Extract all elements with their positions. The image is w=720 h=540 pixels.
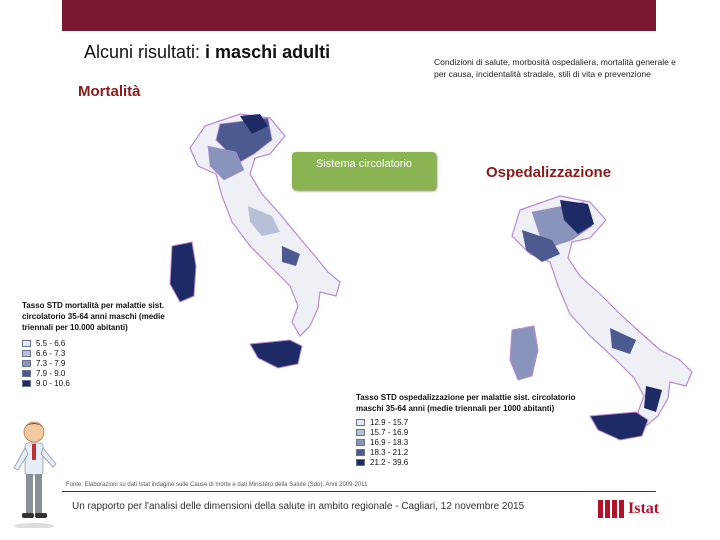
- legend-label: 7.9 - 9.0: [36, 369, 66, 378]
- istat-logo-mark: [598, 500, 624, 518]
- legend-row: [356, 448, 576, 457]
- legend-label: 6.6 - 7.3: [36, 349, 66, 358]
- legend-row: [22, 359, 172, 368]
- mortality-heading: Mortalità: [78, 83, 141, 100]
- sicily-right: [590, 412, 648, 440]
- page-title: [84, 42, 330, 63]
- legend-row: [22, 379, 172, 388]
- legend-swatch: [22, 350, 31, 357]
- legend-label: 21.2 - 39.6: [370, 458, 409, 467]
- istat-logo-text: Istat: [628, 500, 660, 517]
- legend-swatch: [356, 459, 365, 466]
- legend-swatch: [356, 439, 365, 446]
- mortality-map: [150, 96, 350, 386]
- legend-swatch: [22, 340, 31, 347]
- legend-label: 9.0 - 10.6: [36, 379, 70, 388]
- legend-swatch: [356, 419, 365, 426]
- sardinia-right: [510, 326, 538, 380]
- legend-swatch: [22, 380, 31, 387]
- mortality-legend: [22, 300, 172, 388]
- legend-label: 5.5 - 6.6: [36, 339, 66, 348]
- legend-swatch: [22, 370, 31, 377]
- title-bold: i maschi adulti: [205, 42, 331, 62]
- legend-row: [22, 369, 172, 378]
- system-tag-box: Sistema circolatorio: [292, 152, 436, 190]
- data-source: Fonte: Elaborazioni su dati Istat indagine sulle Cause di morte e dati Ministero della Salute (Sdo). Anni 2009-2011: [66, 482, 368, 488]
- legend-row: [22, 349, 172, 358]
- footer-divider: [62, 491, 656, 492]
- legend-swatch: [22, 360, 31, 367]
- hospitalization-legend: [356, 392, 576, 467]
- topic-note: Condizioni di salute, morbosità ospedaliera, mortalità generale e per causa, incidentalità stradale, stili di vita e prevenzione: [434, 57, 676, 79]
- presenter-figure: [8, 418, 68, 528]
- legend-row: [22, 339, 172, 348]
- top-banner: [62, 0, 656, 31]
- legend-row: [356, 418, 576, 427]
- footer-text: Un rapporto per l'analisi delle dimensioni della salute in ambito regionale - Cagliari, 12 novembre 2015: [72, 501, 525, 512]
- legend-label: 18.3 - 21.2: [370, 448, 409, 457]
- sardinia-left: [170, 242, 196, 302]
- title-plain: Alcuni risultati:: [84, 42, 206, 62]
- legend-row: [356, 458, 576, 467]
- mortality-legend-rows: [22, 339, 172, 388]
- hospitalization-heading: Ospedalizzazione: [486, 164, 612, 181]
- legend-swatch: [356, 449, 365, 456]
- hospitalization-legend-title: Tasso STD ospedalizzazione per malattie sist. circolatorio maschi 35-64 anni (medie triennali per 1000 abitanti): [356, 393, 576, 413]
- hospitalization-legend-rows: [356, 418, 576, 467]
- legend-label: 12.9 - 15.7: [370, 418, 409, 427]
- legend-label: 7.3 - 7.9: [36, 359, 66, 368]
- legend-label: 16.9 - 18.3: [370, 438, 409, 447]
- legend-row: [356, 428, 576, 437]
- legend-row: [356, 438, 576, 447]
- legend-label: 15.7 - 16.9: [370, 428, 409, 437]
- sicily-left: [250, 340, 302, 368]
- mortality-legend-title: Tasso STD mortalità per malattie sist. circolatorio 35-64 anni maschi (medie triennali per 10.000 abitanti): [22, 301, 165, 332]
- legend-swatch: [356, 429, 365, 436]
- istat-logo: [598, 500, 659, 518]
